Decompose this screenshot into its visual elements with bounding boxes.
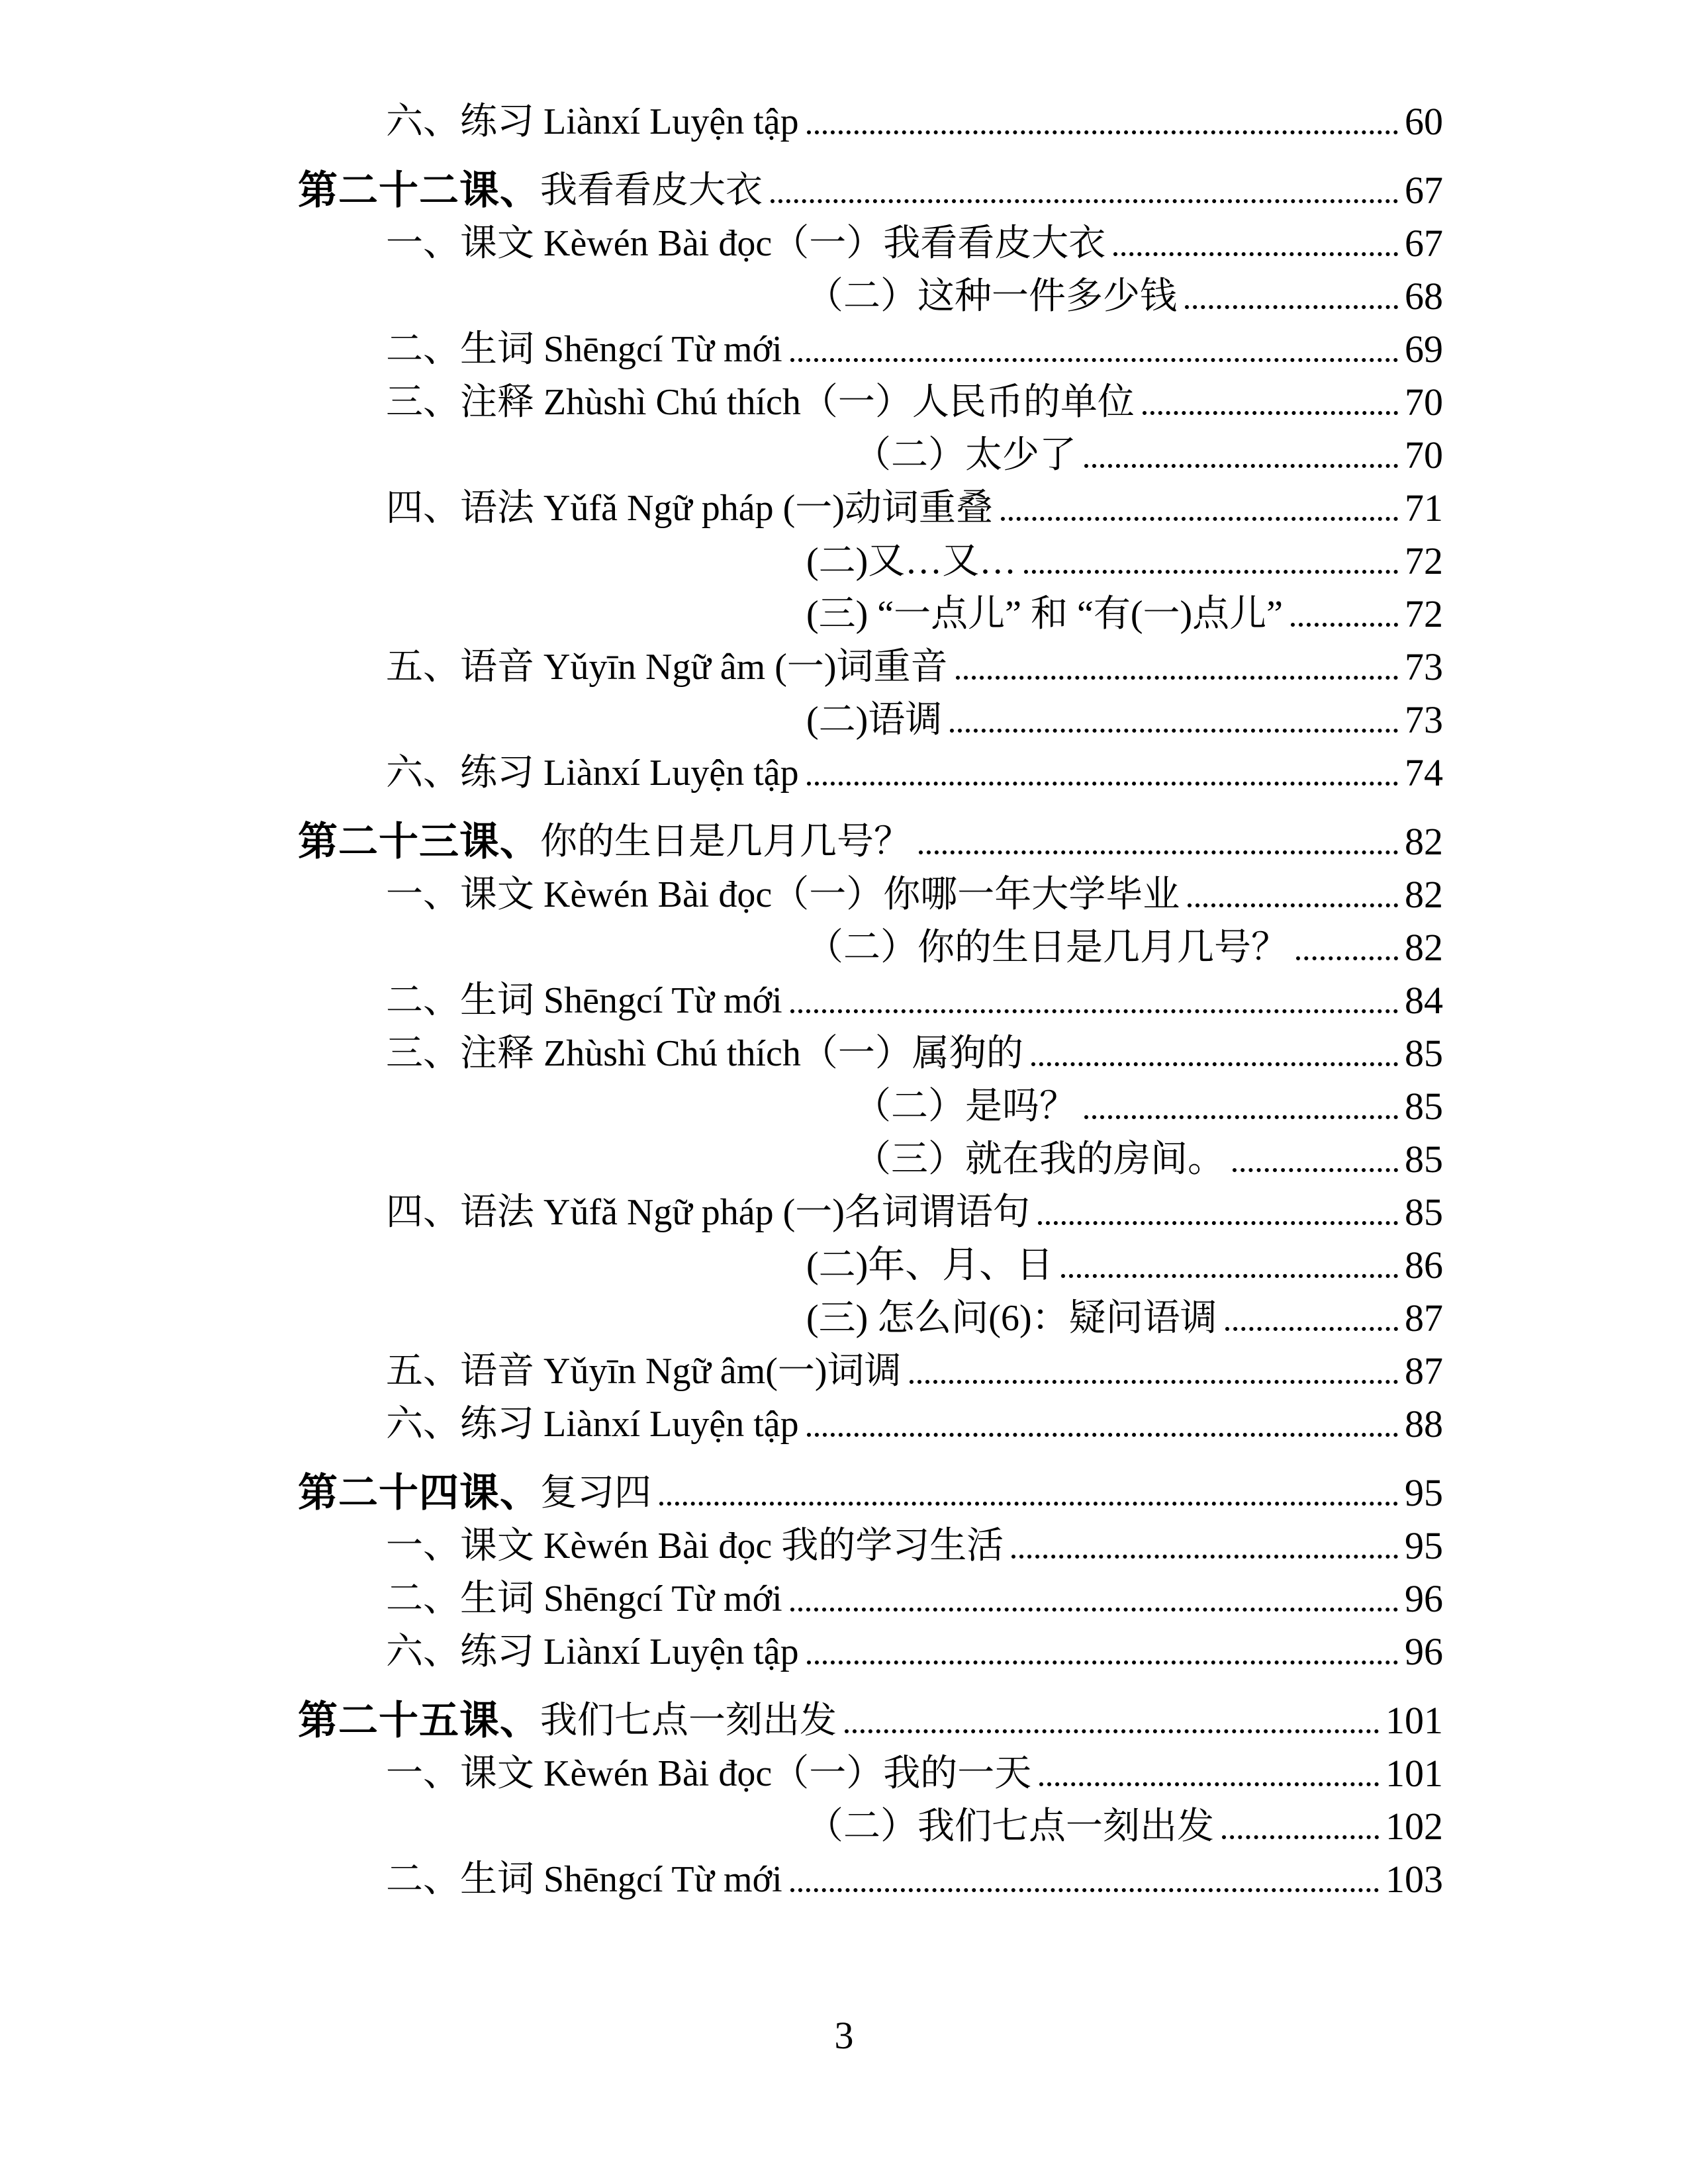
entry-page-number: 103 [1385,1858,1443,1901]
entry-page-number: 69 [1405,328,1443,371]
entry-text: 一、课文 Kèwén Bài đọc 我的学习生活 [386,1525,1004,1567]
entry-text: (三) 怎么问(6)：疑问语调 [806,1298,1217,1339]
toc-entry-row [0,1080,1688,1133]
chapter-label: 第二十二课、 [298,168,540,212]
entry-page-number: 82 [1405,873,1443,916]
toc-chapter-row [0,815,1688,868]
entry-text: 四、语法 Yǔfǎ Ngữ pháp (一)名词谓语句 [386,1192,1030,1233]
dot-leader [1084,429,1398,482]
entry-text: （二）我们七点一刻出发 [806,1806,1214,1847]
toc-entry-row [0,1520,1688,1572]
entry-page-number: 95 [1405,1471,1443,1514]
entry-text: 一、课文 Kèwén Bài đọc（一）我看看皮大衣 [386,223,1106,264]
entry-page-number: 101 [1385,1699,1443,1742]
dot-leader [956,641,1398,694]
entry-text: (三) “一点儿” 和 “有(一)点儿” [806,594,1284,635]
entry-text: （二）太少了 [854,435,1076,476]
entry-page-number: 74 [1405,751,1443,794]
toc-entry-row [0,747,1688,799]
dot-leader [1038,1186,1398,1239]
dot-leader [790,1853,1379,1906]
toc-entry-row [0,1345,1688,1398]
dot-leader [771,164,1398,217]
entry-text: 一、课文 Kèwén Bài đọc（一）我的一天 [386,1753,1032,1794]
entry-text: 六、练习 Liànxí Luyện tập [386,752,799,794]
entry-text: (二)又…又… [806,541,1017,582]
entry-text: 二、生词 Shēngcí Từ mới [386,1859,782,1900]
entry-page-number: 85 [1405,1085,1443,1128]
entry-page-number: 72 [1405,539,1443,582]
entry-page-number: 82 [1405,926,1443,969]
dot-leader [910,1345,1398,1398]
entry-text: 二、生词 Shēngcí Từ mới [386,1578,782,1619]
dot-leader [1001,482,1398,535]
entry-page-number: 67 [1405,169,1443,212]
entry-text: 五、语音 Yǔyīn Ngữ âm(一)词调 [386,1351,902,1392]
dot-leader [1039,1747,1379,1800]
dot-leader [1061,1239,1398,1292]
chapter-label: 第二十四课、 [298,1471,540,1515]
toc-entry-row [0,974,1688,1027]
toc-entry-row [0,376,1688,429]
entry-page-number: 70 [1405,433,1443,477]
entry-text: （二）是吗？ [854,1086,1076,1127]
toc-entry-row [0,1572,1688,1625]
entry-page-number: 88 [1405,1402,1443,1445]
chapter-label: 第二十三课、 [298,819,540,864]
toc-entry-row [0,95,1688,148]
dot-leader [790,1572,1398,1625]
toc-entry-row [0,694,1688,747]
entry-page-number: 85 [1405,1191,1443,1234]
dot-leader [950,694,1398,747]
footer-page-number: 3 [834,2014,854,2057]
entry-page-number: 85 [1405,1138,1443,1181]
toc-entry-row [0,1853,1688,1906]
dot-leader [1084,1080,1398,1133]
toc-entry-row [0,588,1688,641]
dot-leader [845,1694,1379,1747]
entry-text: （二）这种一件多少钱 [806,276,1177,317]
toc-chapter-row [0,164,1688,217]
toc-entry-row [0,1625,1688,1678]
entry-page-number: 67 [1405,222,1443,265]
dot-leader [1031,1027,1398,1080]
entry-page-number: 72 [1405,592,1443,635]
toc-entry-row [0,1398,1688,1451]
dot-leader [1296,921,1398,974]
entry-page-number: 70 [1405,381,1443,424]
toc-entry-row [0,1239,1688,1292]
toc-entry-row [0,1292,1688,1345]
entry-text: 六、练习 Liànxí Luyện tập [386,1404,799,1445]
toc-entry-row [0,921,1688,974]
entry-text: 四、语法 Yǔfǎ Ngữ pháp (一)动词重叠 [386,488,993,529]
dot-leader [659,1467,1398,1520]
toc-entry-row [0,868,1688,921]
dot-leader [1291,588,1398,641]
dot-leader [807,95,1398,148]
toc-entry-row [0,1800,1688,1853]
toc-entry-row [0,641,1688,694]
toc-chapter-row [0,1467,1688,1520]
entry-text: 三、注释 Zhùshì Chú thích（一）属狗的 [386,1033,1023,1074]
entry-page-number: 82 [1405,820,1443,863]
entry-text: （三）就在我的房间。 [854,1139,1225,1180]
dot-leader [807,747,1398,799]
toc-entry-row [0,482,1688,535]
chapter-title: 我们七点一刻出发 [540,1700,837,1741]
chapter-label: 第二十五课、 [298,1698,540,1743]
toc-entry-row [0,429,1688,482]
dot-leader [1233,1133,1398,1186]
chapter-title: 我看看皮大衣 [540,170,763,211]
entry-text: 五、语音 Yǔyīn Ngữ âm (一)词重音 [386,647,948,688]
entry-page-number: 84 [1405,979,1443,1022]
chapter-title: 你的生日是几月几号？ [540,821,911,862]
toc-entry-row [0,1133,1688,1186]
entry-page-number: 71 [1405,486,1443,529]
entry-text: 二、生词 Shēngcí Từ mới [386,980,782,1021]
dot-leader [1188,868,1398,921]
toc-entry-row [0,1027,1688,1080]
toc-entry-row [0,1747,1688,1800]
entry-text: (二)语调 [806,700,943,741]
dot-leader [1143,376,1398,429]
entry-page-number: 73 [1405,645,1443,688]
dot-leader [1225,1292,1398,1345]
toc-chapter-row [0,1694,1688,1747]
toc-entry-row [0,270,1688,323]
toc-entry-row [0,1186,1688,1239]
dot-leader [1113,217,1398,270]
entry-text: 二、生词 Shēngcí Từ mới [386,329,782,370]
chapter-title: 复习四 [540,1473,651,1514]
entry-text: 六、练习 Liànxí Luyện tập [386,1631,799,1672]
entry-page-number: 68 [1405,275,1443,318]
dot-leader [1222,1800,1379,1853]
dot-leader [807,1625,1398,1678]
dot-leader [807,1398,1398,1451]
toc-entry-row [0,323,1688,376]
entry-text: 六、练习 Liànxí Luyện tập [386,101,799,142]
dot-leader [1185,270,1398,323]
entry-page-number: 96 [1405,1577,1443,1620]
entry-page-number: 101 [1385,1752,1443,1795]
entry-page-number: 85 [1405,1032,1443,1075]
entry-page-number: 96 [1405,1630,1443,1673]
dot-leader [790,974,1398,1027]
entry-text: （二）你的生日是几月几号？ [806,927,1288,968]
dot-leader [790,323,1398,376]
entry-text: (二)年、月、日 [806,1245,1054,1286]
dot-leader [919,815,1398,868]
toc-entry-row [0,535,1688,588]
entry-text: 一、课文 Kèwén Bài đọc（一）你哪一年大学毕业 [386,874,1180,915]
entry-text: 三、注释 Zhùshì Chú thích（一）人民币的单位 [386,382,1135,423]
entry-page-number: 87 [1405,1349,1443,1392]
entry-page-number: 60 [1405,100,1443,143]
entry-page-number: 73 [1405,698,1443,741]
dot-leader [1024,535,1398,588]
entry-page-number: 87 [1405,1297,1443,1340]
entry-page-number: 86 [1405,1244,1443,1287]
entry-page-number: 102 [1385,1805,1443,1848]
entry-page-number: 95 [1405,1524,1443,1567]
toc-entry-row [0,217,1688,270]
dot-leader [1011,1520,1398,1572]
